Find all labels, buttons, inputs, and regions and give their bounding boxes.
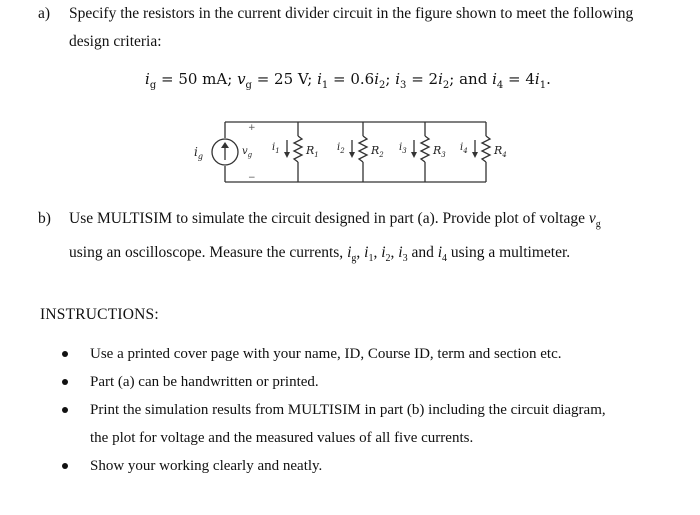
bullet-icon [62, 407, 68, 413]
label-ig: $i_g$ [194, 145, 203, 161]
question-b-label: b) [38, 210, 51, 227]
var-i: i [437, 244, 443, 262]
sub-g: g [595, 219, 601, 231]
sub-2: 2 [442, 80, 450, 91]
design-criteria-equation [145, 70, 551, 91]
minus-sign: − [248, 173, 256, 183]
period: . [546, 70, 551, 88]
sub-1: 1 [539, 80, 547, 91]
var-i4: i [492, 70, 497, 88]
sub-g: g [149, 80, 157, 91]
list-item-text: Show your working clearly and neatly. [90, 458, 323, 474]
sub-3: 3 [400, 80, 407, 91]
var-i2: i [438, 70, 443, 88]
question-a-line-2: design criteria: [69, 33, 162, 50]
resistor-r1-icon [294, 136, 302, 162]
comma: , [356, 244, 365, 262]
sub-g: g [245, 80, 252, 91]
var-vg: v [237, 70, 246, 88]
current-arrow-i1-icon [284, 152, 290, 158]
label-r1: $R_1$ [306, 144, 319, 159]
question-b-line-1 [69, 205, 679, 239]
text: using a multimeter. [447, 244, 571, 262]
i3-relation: = 2 [406, 70, 439, 88]
separator: ; and [449, 70, 493, 88]
bullet-icon [62, 379, 68, 385]
plus-sign: + [248, 123, 256, 133]
label-r4: $R_4$ [494, 144, 507, 159]
var-v: v [588, 210, 596, 227]
list-item [62, 396, 672, 452]
bullet-icon [62, 351, 68, 357]
label-i4: $i_4$ [460, 142, 468, 155]
label-i2: $i_2$ [337, 142, 345, 155]
resistor-r3-icon [421, 136, 429, 162]
var-i3: i [395, 70, 401, 88]
resistor-r4-icon [482, 136, 490, 162]
i4-relation: = 4 [503, 70, 535, 88]
text: Use MULTISIM to simulate the circuit designed in part (a). Provide plot of voltage [69, 210, 589, 227]
sub: 3 [402, 253, 408, 265]
i1-relation: = 0.6 [328, 70, 375, 88]
sub: 1 [368, 253, 374, 265]
current-arrow-i4-icon [472, 152, 478, 158]
label-i3: $i_3$ [399, 142, 407, 155]
var-i: i [347, 244, 352, 262]
list-item-text: Part (a) can be handwritten or printed. [90, 374, 319, 390]
sub-4: 4 [496, 80, 504, 91]
var-i: i [381, 244, 386, 262]
label-r2: $R_2$ [371, 144, 384, 159]
list-item [62, 340, 672, 368]
label-r3: $R_3$ [433, 144, 446, 159]
var-i1: i [317, 70, 322, 88]
label-vg: $v_g$ [242, 146, 253, 159]
vg-value: = 25 V; [251, 70, 318, 88]
instructions-heading: INSTRUCTIONS: [40, 306, 159, 323]
list-item-text: Print the simulation results from MULTISIM in part (b) including the circuit diagram, [90, 402, 606, 418]
source-arrow-head-icon [221, 142, 229, 148]
sub-2: 2 [379, 80, 386, 91]
question-b-line-2 [69, 239, 679, 273]
comma: , [390, 244, 399, 262]
var-i: i [364, 244, 369, 262]
question-a-label: a) [38, 5, 51, 22]
current-arrow-i3-icon [411, 152, 417, 158]
label-i1: $i_1$ [272, 142, 280, 155]
instructions-list [62, 340, 672, 480]
and: and [407, 244, 438, 262]
sub: 2 [385, 253, 391, 265]
var-i2: i [374, 70, 380, 88]
list-item [62, 368, 672, 396]
bullet-icon [62, 463, 68, 469]
var-ig: i [145, 70, 150, 88]
list-item-text: Use a printed cover page with your name, ID, Course ID, term and section etc. [90, 346, 562, 362]
current-arrow-i2-icon [349, 152, 355, 158]
ig-value: = 50 mA; [156, 70, 238, 88]
current-divider-circuit [180, 110, 510, 192]
var-i1: i [534, 70, 540, 88]
sub: g [351, 253, 357, 265]
list-item-text-continued: the plot for voltage and the measured values of all five currents. [90, 430, 474, 446]
separator: ; [385, 70, 396, 88]
resistor-r2-icon [359, 136, 367, 162]
sub: 4 [442, 253, 448, 265]
list-item [62, 452, 672, 480]
var-i: i [398, 244, 403, 262]
comma: , [373, 244, 382, 262]
text: using an oscilloscope. Measure the currents, [69, 244, 348, 262]
question-a-line-1: Specify the resistors in the current divider circuit in the figure shown to meet the following [69, 5, 634, 22]
sub-1: 1 [321, 80, 329, 91]
